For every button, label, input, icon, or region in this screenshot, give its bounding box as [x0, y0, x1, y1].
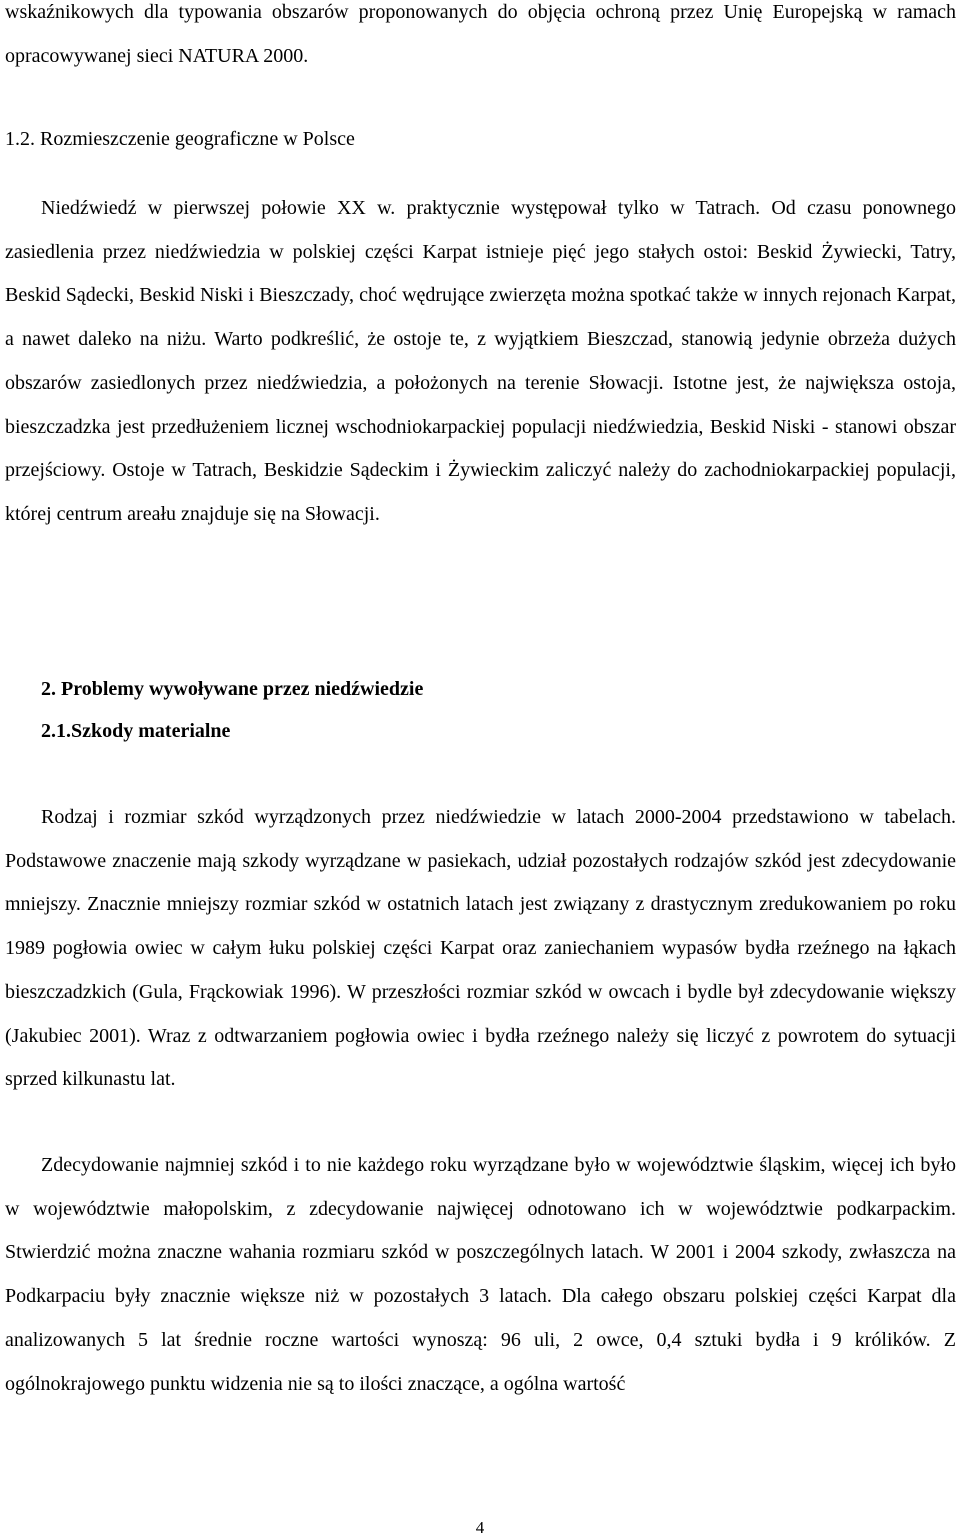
section-heading-2: 2. Problemy wywoływane przez niedźwiedzie — [41, 678, 424, 700]
section-heading-2-1: 2.1.Szkody materialne — [41, 720, 231, 742]
paragraph-geographic-distribution: Niedźwiedź w pierwszej połowie XX w. praktycznie występował tylko w Tatrach. Od czasu ponownego zasiedlenia przez niedźwiedzia w polskiej części Karpat istnieje pięć jego stałych ostoi: Beskid Żywiecki, Tatry, Beskid Sądecki, Beskid Niski i Bieszczady, choć wędrujące zwierzęta można spotkać także w innych rejonach Karpat, a nawet daleko na niżu. Warto podkreślić, że ostoje te, z wyjątkiem Bieszczad, stanowią jedynie obrzeża dużych obszarów zasiedlonych przez niedźwiedzia, a położonych na terenie Słowacji. Istotne jest, że największa ostoja, bieszczadzka jest przedłużeniem licznej wschodniokarpackiej populacji niedźwiedzia, Beskid Niski - stanowi obszar przejściowy. Ostoje w Tatrach, Beskidzie Sądeckim i Żywieckim zaliczyć należy do zachodniokarpackiej populacji, której centrum areału znajduje się na Słowacji. — [5, 197, 956, 525]
paragraph-damage-regions: Zdecydowanie najmniej szkód i to nie każdego roku wyrządzane było w województwie śląskim, więcej ich było w województwie małopolskim, z zdecydowanie najwięcej odnotowano ich w województwie podkarpackim. Stwierdzić można znaczne wahania rozmiaru szkód w poszczególnych latach. W 2001 i 2004 szkody, zwłaszcza na Podkarpaciu były znacznie większe niż w pozostałych 3 latach. Dla całego obszaru polskiej części Karpat dla analizowanych 5 lat średnie roczne wartości wynoszą: 96 uli, 2 owce, 0,4 sztuki bydła i 9 królików. Z ogólnokrajowego punktu widzenia nie są to ilości znaczące, a ogólna wartość — [5, 1154, 956, 1395]
paragraph-damage-overview: Rodzaj i rozmiar szkód wyrządzonych przez niedźwiedzie w latach 2000-2004 przedstawiono w tabelach. Podstawowe znaczenie mają szkody wyrządzane w pasiekach, udział pozostałych rodzajów szkód jest zdecydowanie mniejszy. Znacznie mniejszy rozmiar szkód w ostatnich latach jest związany z drastycznym zredukowaniem po roku 1989 pogłowia owiec w całym łuku polskiej części Karpat oraz zaniechaniem wypasów bydła rzeźnego na łąkach bieszczadzkich (Gula, Frąckowiak 1996). W przeszłości rozmiar szkód w owcach i bydle był zdecydowanie większy (Jakubiec 2001). Wraz z odtwarzaniem pogłowia owiec i bydła rzeźnego należy się liczyć z powrotem do sytuacji sprzed kilkunastu lat. — [5, 806, 956, 1091]
section-heading-1-2: 1.2. Rozmieszczenie geograficzne w Polsce — [5, 128, 355, 150]
page-number: 4 — [475, 1518, 485, 1537]
paragraph-intro-end: wskaźnikowych dla typowania obszarów proponowanych do objęcia ochroną przez Unię Europejską w ramach opracowywanej sieci NATURA 2000. — [5, 1, 956, 67]
